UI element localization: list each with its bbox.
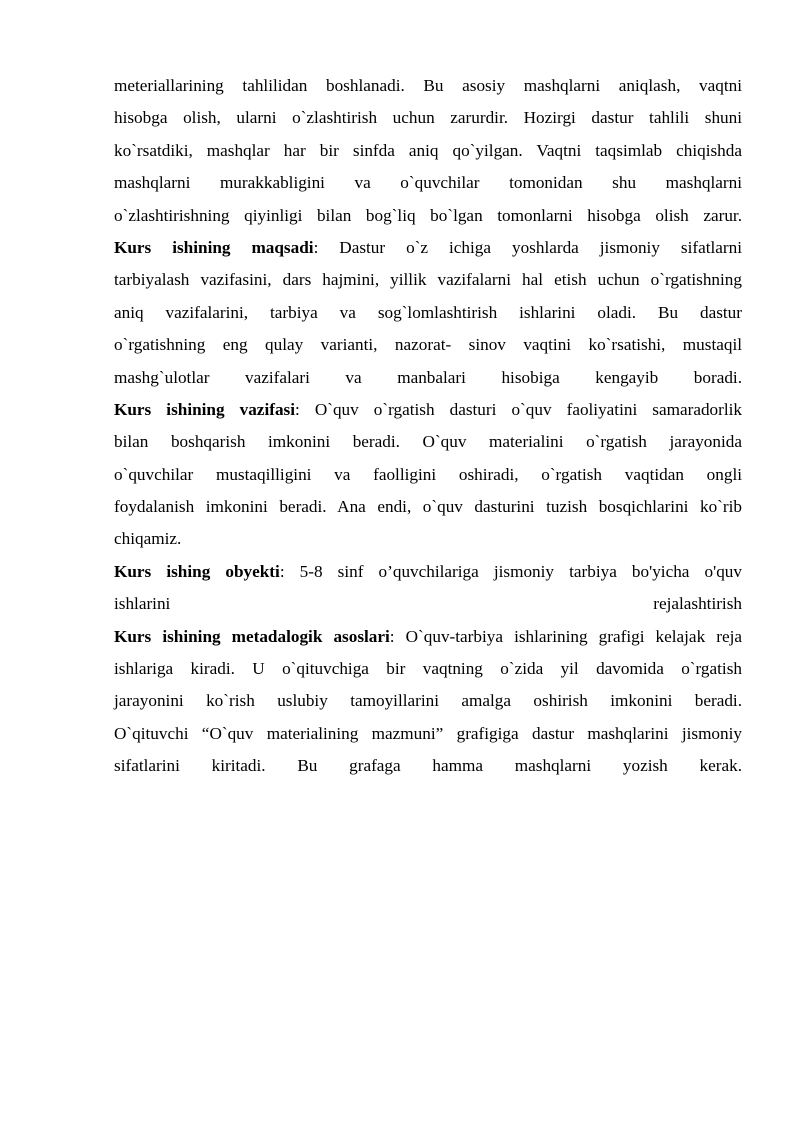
text-line [114, 588, 742, 620]
body-text: foydalanish imkonini beradi. Ana endi, o`quv dasturini tuzish bosqichlarini ko`rib [114, 497, 742, 517]
body-text: : Dastur o`z ichiga yoshlarda jismoniy sifatlarni [313, 237, 742, 257]
body-text: hisobga olish, ularni o`zlashtirish uchun zarurdir. Hozirgi dastur tahlili shuni [114, 108, 742, 128]
body-text: aniq vazifalarini, tarbiya va sog`lomlashtirish ishlarini oladi. Bu dastur [114, 302, 742, 322]
body-text: tarbiyalash vazifasini, dars hajmini, yillik vazifalarni hal etish uchun o`rgatishning [114, 270, 742, 290]
body-text: ishlarini rejalashtirish [114, 594, 742, 614]
body-text: sifatlarini kiritadi. Bu grafaga hamma mashqlarni yozish kerak. [114, 756, 742, 776]
text-line [114, 167, 742, 199]
document-page [114, 70, 742, 783]
text-line [114, 232, 742, 264]
body-text: jarayonini ko`rish uslubiy tamoyillarini amalga oshirish imkonini beradi. [114, 691, 742, 711]
text-line [114, 200, 742, 232]
body-text: ishlariga kiradi. U o`qituvchiga bir vaqtning o`zida yil davomida o`rgatish [114, 659, 742, 679]
body-text: O`qituvchi “O`quv materialining mazmuni” grafigiga dastur mashqlarini jismoniy [114, 723, 742, 743]
body-text: chiqamiz. [114, 529, 182, 549]
text-line [114, 394, 742, 426]
text-line [114, 685, 742, 717]
text-line [114, 264, 742, 296]
text-line [114, 102, 742, 134]
text-line [114, 329, 742, 361]
text-line [114, 426, 742, 458]
body-text: mashqlarni murakkabligini va o`quvchilar tomonidan shu mashqlarni [114, 173, 742, 193]
text-line [114, 362, 742, 394]
text-line [114, 750, 742, 782]
body-text: : 5-8 sinf o’quvchilariga jismoniy tarbiya bo'yicha o'quv [279, 561, 742, 581]
body-text: mashg`ulotlar vazifalari va manbalari hisobiga kengayib boradi. [114, 367, 742, 387]
text-line [114, 135, 742, 167]
body-text: : O`quv-tarbiya ishlarining grafigi kelajak reja [389, 626, 742, 646]
text-line [114, 523, 742, 555]
body-text: o`rgatishning eng qulay varianti, nazorat- sinov vaqtini ko`rsatishi, mustaqil [114, 335, 742, 355]
text-line [114, 70, 742, 102]
text-line [114, 491, 742, 523]
body-text: meteriallarining tahlilidan boshlanadi. Bu asosiy mashqlarni aniqlash, vaqtni [114, 76, 742, 95]
text-line [114, 459, 742, 491]
text-line [114, 621, 742, 653]
text-line [114, 297, 742, 329]
body-text: bilan boshqarish imkonini beradi. O`quv materialini o`rgatish jarayonida [114, 432, 742, 452]
body-text: ko`rsatdiki, mashqlar har bir sinfda aniq qo`yilgan. Vaqtni taqsimlab chiqishda [114, 140, 742, 160]
body-text: : O`quv o`rgatish dasturi o`quv faoliyatini samaradorlik [295, 399, 742, 419]
section-heading: Kurs ishining maqsadi [114, 237, 314, 257]
section-heading: Kurs ishining metadalogik asoslari [114, 626, 390, 646]
body-text: o`quvchilar mustaqilligini va faolligini oshiradi, o`rgatish vaqtidan ongli [114, 464, 742, 484]
text-line [114, 718, 742, 750]
text-line [114, 556, 742, 588]
body-text: o`zlashtirishning qiyinligi bilan bog`liq bo`lgan tomonlarni hisobga olish zarur. [114, 205, 742, 225]
section-heading: Kurs ishing obyekti [114, 561, 280, 581]
section-heading: Kurs ishining vazifasi [114, 399, 295, 419]
text-line [114, 653, 742, 685]
